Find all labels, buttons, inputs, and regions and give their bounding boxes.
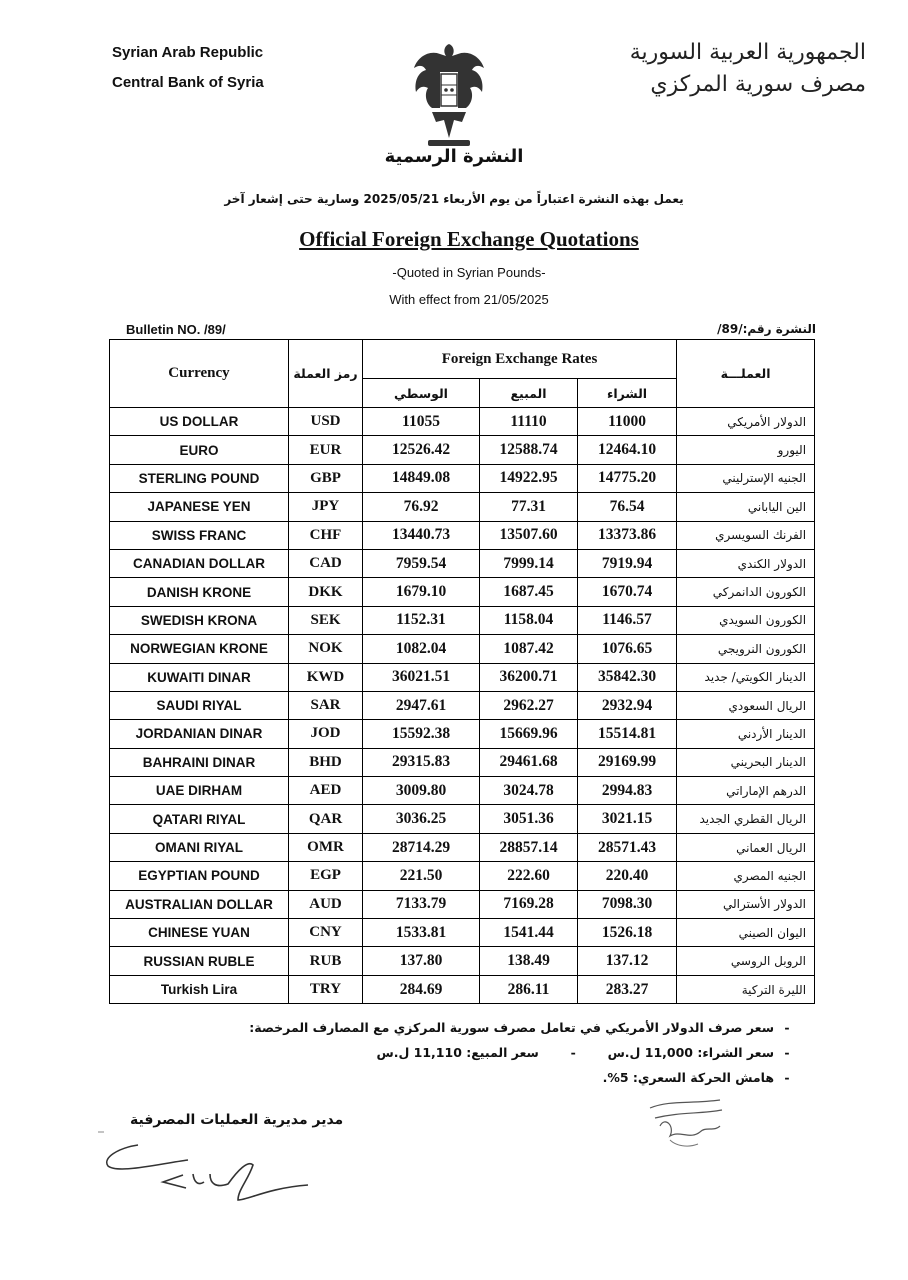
currency-name: CHINESE YUAN bbox=[110, 919, 289, 947]
sell-rate: 2962.27 bbox=[480, 691, 578, 719]
signature-right bbox=[640, 1096, 730, 1156]
table-row bbox=[110, 805, 815, 833]
sell-rate: 77.31 bbox=[480, 493, 578, 521]
table-row bbox=[110, 720, 815, 748]
table-row bbox=[110, 919, 815, 947]
mid-rate: 1533.81 bbox=[363, 919, 480, 947]
sell-rate: 7999.14 bbox=[480, 549, 578, 577]
sell-rate: 28857.14 bbox=[480, 833, 578, 861]
sell-rate: 13507.60 bbox=[480, 521, 578, 549]
mid-rate: 11055 bbox=[363, 408, 480, 436]
table-row bbox=[110, 408, 815, 436]
currency-name-ar: الدينار البحريني bbox=[677, 748, 815, 776]
currency-name-ar: الفرنك السويسري bbox=[677, 521, 815, 549]
table-row bbox=[110, 691, 815, 719]
sell-rate: 12588.74 bbox=[480, 436, 578, 464]
buy-rate: 137.12 bbox=[578, 947, 677, 975]
table-row bbox=[110, 777, 815, 805]
table-row bbox=[110, 748, 815, 776]
mid-rate: 12526.42 bbox=[363, 436, 480, 464]
bulletin-number-en: Bulletin NO. /89/ bbox=[126, 322, 226, 337]
buy-rate: 1076.65 bbox=[578, 635, 677, 663]
buy-rate: 283.27 bbox=[578, 975, 677, 1003]
bank-name-en: Central Bank of Syria bbox=[112, 74, 264, 91]
mid-rate: 284.69 bbox=[363, 975, 480, 1003]
currency-name: US DOLLAR bbox=[110, 408, 289, 436]
exchange-rates-table bbox=[109, 339, 815, 1004]
currency-code: CNY bbox=[289, 919, 363, 947]
currency-name: JAPANESE YEN bbox=[110, 493, 289, 521]
currency-code: CAD bbox=[289, 549, 363, 577]
currency-code: QAR bbox=[289, 805, 363, 833]
currency-name: QATARI RIYAL bbox=[110, 805, 289, 833]
currency-code: NOK bbox=[289, 635, 363, 663]
mid-rate: 1082.04 bbox=[363, 635, 480, 663]
currency-name-ar: الكورون السويدي bbox=[677, 606, 815, 634]
currency-name-ar: الجنيه الإسترليني bbox=[677, 464, 815, 492]
table-row bbox=[110, 578, 815, 606]
title-ar: النشرة الرسمية bbox=[384, 146, 524, 167]
country-name-ar: الجمهورية العربية السورية bbox=[629, 40, 866, 65]
currency-name-ar: الريال العماني bbox=[677, 833, 815, 861]
mid-rate: 3009.80 bbox=[363, 777, 480, 805]
currency-name-ar: الدولار الكندي bbox=[677, 549, 815, 577]
currency-name: NORWEGIAN KRONE bbox=[110, 635, 289, 663]
sell-rate: 29461.68 bbox=[480, 748, 578, 776]
subtitle-ar: يعمل بهذه النشرة اعتباراً من يوم الأربعاء 2025/05/21 وسارية حتى إشعار آخر bbox=[224, 192, 684, 206]
currency-code: CHF bbox=[289, 521, 363, 549]
currency-code: RUB bbox=[289, 947, 363, 975]
mid-rate: 1679.10 bbox=[363, 578, 480, 606]
currency-name: EGYPTIAN POUND bbox=[110, 862, 289, 890]
currency-code: BHD bbox=[289, 748, 363, 776]
currency-name: AUSTRALIAN DOLLAR bbox=[110, 890, 289, 918]
currency-name-ar: الدرهم الإماراتي bbox=[677, 777, 815, 805]
mid-rate: 36021.51 bbox=[363, 663, 480, 691]
table-row bbox=[110, 890, 815, 918]
table-row bbox=[110, 521, 815, 549]
note-buy-rate: سعر الشراء: 11,000 ل.س bbox=[607, 1045, 774, 1060]
currency-name-ar: الروبل الروسي bbox=[677, 947, 815, 975]
currency-name-ar: الريال القطري الجديد bbox=[677, 805, 815, 833]
currency-code: JPY bbox=[289, 493, 363, 521]
buy-rate: 76.54 bbox=[578, 493, 677, 521]
buy-rate: 2932.94 bbox=[578, 691, 677, 719]
signature-left bbox=[98, 1130, 338, 1225]
buy-rate: 29169.99 bbox=[578, 748, 677, 776]
currency-code: JOD bbox=[289, 720, 363, 748]
table-header-row bbox=[110, 340, 815, 379]
buy-rate: 2994.83 bbox=[578, 777, 677, 805]
col-buy-header: الشراء bbox=[578, 379, 677, 408]
sell-rate: 138.49 bbox=[480, 947, 578, 975]
sell-rate: 1158.04 bbox=[480, 606, 578, 634]
sell-rate: 1541.44 bbox=[480, 919, 578, 947]
buy-rate: 28571.43 bbox=[578, 833, 677, 861]
sell-rate: 7169.28 bbox=[480, 890, 578, 918]
buy-rate: 7919.94 bbox=[578, 549, 677, 577]
buy-rate: 1526.18 bbox=[578, 919, 677, 947]
sell-rate: 3051.36 bbox=[480, 805, 578, 833]
note-buy-sell: -سعر الشراء: 11,000 ل.س - سعر المبيع: 11,110 ل.س bbox=[376, 1045, 790, 1060]
note-usd-rate: -سعر صرف الدولار الأمريكي في تعامل مصرف سورية المركزي مع المصارف المرخصة: bbox=[249, 1020, 790, 1035]
currency-name: SWISS FRANC bbox=[110, 521, 289, 549]
mid-rate: 1152.31 bbox=[363, 606, 480, 634]
currency-name: BAHRAINI DINAR bbox=[110, 748, 289, 776]
currency-code: EGP bbox=[289, 862, 363, 890]
buy-rate: 12464.10 bbox=[578, 436, 677, 464]
currency-name: SWEDISH KRONA bbox=[110, 606, 289, 634]
note-usd-rate-text: سعر صرف الدولار الأمريكي في تعامل مصرف سورية المركزي مع المصارف المرخصة: bbox=[249, 1020, 774, 1035]
currency-name: EURO bbox=[110, 436, 289, 464]
table-row bbox=[110, 464, 815, 492]
buy-rate: 35842.30 bbox=[578, 663, 677, 691]
signatory-title: مدير مديرية العمليات المصرفية bbox=[130, 1112, 344, 1128]
buy-rate: 1146.57 bbox=[578, 606, 677, 634]
currency-name-ar: اليوان الصيني bbox=[677, 919, 815, 947]
currency-name: JORDANIAN DINAR bbox=[110, 720, 289, 748]
sell-rate: 36200.71 bbox=[480, 663, 578, 691]
sell-rate: 286.11 bbox=[480, 975, 578, 1003]
sell-rate: 14922.95 bbox=[480, 464, 578, 492]
sell-rate: 222.60 bbox=[480, 862, 578, 890]
table-row bbox=[110, 663, 815, 691]
currency-name: RUSSIAN RUBLE bbox=[110, 947, 289, 975]
buy-rate: 13373.86 bbox=[578, 521, 677, 549]
currency-code: TRY bbox=[289, 975, 363, 1003]
currency-name-ar: اليورو bbox=[677, 436, 815, 464]
currency-name: Turkish Lira bbox=[110, 975, 289, 1003]
mid-rate: 7133.79 bbox=[363, 890, 480, 918]
mid-rate: 2947.61 bbox=[363, 691, 480, 719]
currency-name: UAE DIRHAM bbox=[110, 777, 289, 805]
note-margin: -هامش الحركة السعري: 5%. bbox=[602, 1070, 790, 1085]
effective-date: With effect from 21/05/2025 bbox=[389, 292, 549, 307]
currency-code: AED bbox=[289, 777, 363, 805]
currency-code: OMR bbox=[289, 833, 363, 861]
currency-name-ar: الريال السعودي bbox=[677, 691, 815, 719]
currency-name: STERLING POUND bbox=[110, 464, 289, 492]
buy-rate: 14775.20 bbox=[578, 464, 677, 492]
table-row bbox=[110, 635, 815, 663]
currency-name-ar: الدينار الكويتي/ جديد bbox=[677, 663, 815, 691]
note-margin-text: هامش الحركة السعري: 5%. bbox=[602, 1070, 774, 1085]
currency-code: KWD bbox=[289, 663, 363, 691]
currency-code: AUD bbox=[289, 890, 363, 918]
eagle-emblem-icon bbox=[410, 42, 488, 150]
currency-name: OMANI RIYAL bbox=[110, 833, 289, 861]
currency-code: SEK bbox=[289, 606, 363, 634]
title-en: Official Foreign Exchange Quotations bbox=[299, 227, 639, 251]
currency-name-ar: الدولار الأسترالي bbox=[677, 890, 815, 918]
currency-code: SAR bbox=[289, 691, 363, 719]
quoted-in: -Quoted in Syrian Pounds- bbox=[392, 265, 546, 280]
buy-rate: 7098.30 bbox=[578, 890, 677, 918]
currency-code: DKK bbox=[289, 578, 363, 606]
table-row bbox=[110, 606, 815, 634]
currency-name: DANISH KRONE bbox=[110, 578, 289, 606]
buy-rate: 1670.74 bbox=[578, 578, 677, 606]
table-row bbox=[110, 862, 815, 890]
mid-rate: 29315.83 bbox=[363, 748, 480, 776]
table-row bbox=[110, 947, 815, 975]
mid-rate: 3036.25 bbox=[363, 805, 480, 833]
sell-rate: 1087.42 bbox=[480, 635, 578, 663]
mid-rate: 137.80 bbox=[363, 947, 480, 975]
col-mid-header: الوسطي bbox=[363, 379, 480, 408]
bulletin-number-ar: النشرة رقم:/89/ bbox=[717, 322, 816, 336]
mid-rate: 76.92 bbox=[363, 493, 480, 521]
sell-rate: 3024.78 bbox=[480, 777, 578, 805]
sell-rate: 11110 bbox=[480, 408, 578, 436]
col-sell-header: المبيع bbox=[480, 379, 578, 408]
table-row bbox=[110, 436, 815, 464]
bank-name-ar: مصرف سورية المركزي bbox=[650, 72, 866, 97]
mid-rate: 13440.73 bbox=[363, 521, 480, 549]
note-sell-rate: سعر المبيع: 11,110 ل.س bbox=[376, 1045, 539, 1060]
buy-rate: 3021.15 bbox=[578, 805, 677, 833]
buy-rate: 15514.81 bbox=[578, 720, 677, 748]
col-rates-header: Foreign Exchange Rates bbox=[363, 340, 677, 379]
country-name-en: Syrian Arab Republic bbox=[112, 44, 264, 61]
buy-rate: 220.40 bbox=[578, 862, 677, 890]
col-code-header: رمز العملة bbox=[289, 340, 363, 408]
sell-rate: 1687.45 bbox=[480, 578, 578, 606]
table-row bbox=[110, 493, 815, 521]
mid-rate: 15592.38 bbox=[363, 720, 480, 748]
currency-name: SAUDI RIYAL bbox=[110, 691, 289, 719]
table-row bbox=[110, 975, 815, 1003]
sell-rate: 15669.96 bbox=[480, 720, 578, 748]
table-row bbox=[110, 549, 815, 577]
mid-rate: 28714.29 bbox=[363, 833, 480, 861]
mid-rate: 14849.08 bbox=[363, 464, 480, 492]
currency-code: EUR bbox=[289, 436, 363, 464]
currency-name-ar: الدينار الأردني bbox=[677, 720, 815, 748]
currency-code: USD bbox=[289, 408, 363, 436]
table-row bbox=[110, 833, 815, 861]
currency-name-ar: الليرة التركية bbox=[677, 975, 815, 1003]
col-currency-header: Currency bbox=[110, 340, 289, 408]
currency-name-ar: الكورون النرويجي bbox=[677, 635, 815, 663]
mid-rate: 7959.54 bbox=[363, 549, 480, 577]
currency-name-ar: الكورون الدانمركي bbox=[677, 578, 815, 606]
currency-name-ar: الين الياباني bbox=[677, 493, 815, 521]
currency-name: KUWAITI DINAR bbox=[110, 663, 289, 691]
currency-name-ar: الجنيه المصري bbox=[677, 862, 815, 890]
currency-name: CANADIAN DOLLAR bbox=[110, 549, 289, 577]
buy-rate: 11000 bbox=[578, 408, 677, 436]
currency-code: GBP bbox=[289, 464, 363, 492]
currency-name-ar: الدولار الأمريكي bbox=[677, 408, 815, 436]
col-currency-ar-header: العملـــة bbox=[677, 340, 815, 408]
mid-rate: 221.50 bbox=[363, 862, 480, 890]
